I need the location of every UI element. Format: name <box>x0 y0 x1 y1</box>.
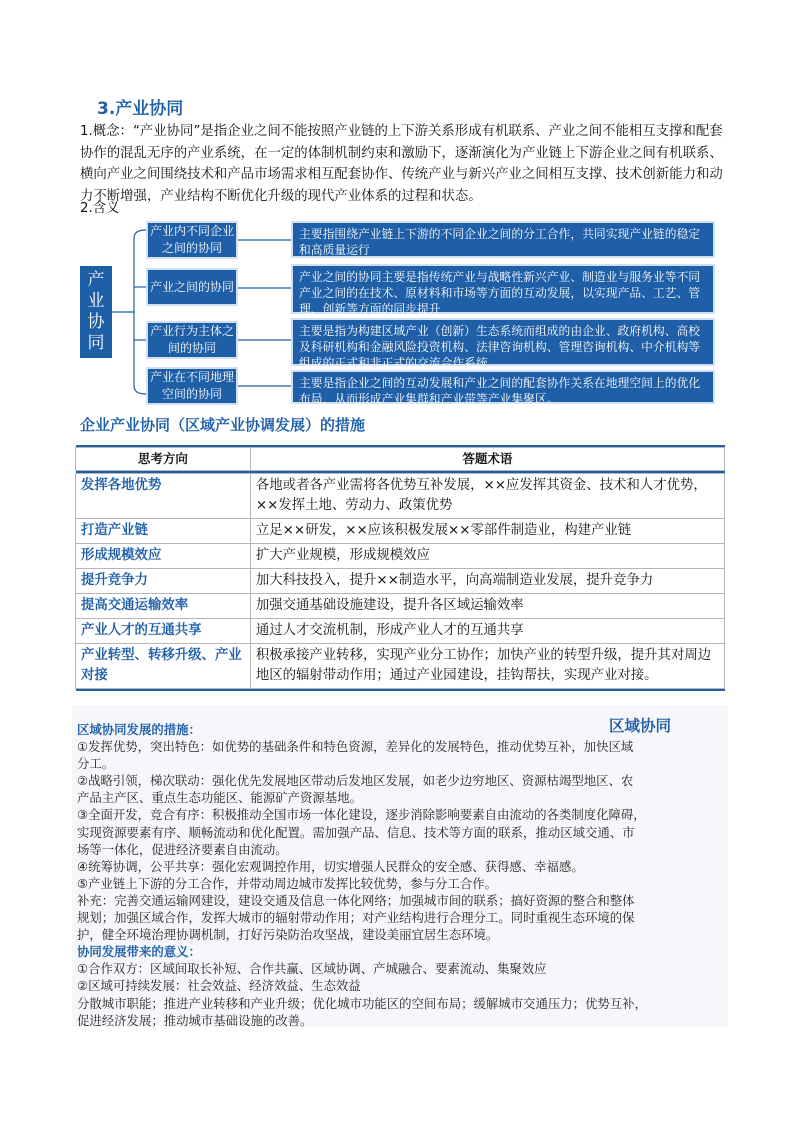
region-text <box>77 721 725 1029</box>
branch-label-2-text: 产业之间的协同 <box>149 279 234 294</box>
row-direction: 发挥各地优势 <box>76 474 251 519</box>
region-line: 产品主产区、重点生态功能区、能源矿产资源基地。 <box>77 790 362 806</box>
branch-label-4 <box>146 367 238 405</box>
table-row <box>76 544 725 569</box>
region-line: 分散城市职能；推进产业转移和产业升级；优化城市功能区的空间布局；缓解城市交通压力；优势互补， <box>77 995 647 1011</box>
region-line: 场等一体化，促进经济要素自由流动。 <box>77 841 288 857</box>
region-line: 补充：完善交通运输网建设，建设交通及信息一体化网络；加强城市间的联系；搞好资源的整合和整体 <box>77 892 635 908</box>
header-terms: 答题术语 <box>250 448 724 471</box>
region-line: 促进经济发展；推动城市基础设施的改善。 <box>77 1012 313 1028</box>
branch-desc-4: 主要是指企业之间的互动发展和产业之间的配套协作关系在地理空间上的优化布局，从而形成产业集群和产业带等产业集聚区。 <box>291 370 715 404</box>
row-direction: 提高交通运输效率 <box>76 594 251 619</box>
table-row <box>76 519 725 544</box>
branch-desc-2: 产业之间的协同主要是指传统产业与战略性新兴产业、制造业与服务业等不同产业之间的在技术、原材料和市场等方面的互动发展，以实现产品、工艺、管理、创新等方面的同步提升 <box>291 264 715 314</box>
region-line: 护，健全环境治理协调机制，打好污染防治攻坚战，建设美丽宜居生态环境。 <box>77 927 499 943</box>
row-terms: 扩大产业规模，形成规模效应 <box>250 544 724 569</box>
branch-label-2 <box>146 268 238 306</box>
branch-desc-3: 主要是指为构建区域产业（创新）生态系统而组成的由企业、政府机构、高校及科研机构和金融风险投资机构、法律咨询机构、管理咨询机构、中介机构等组成的正式和非正式的交流合作系统 <box>291 318 715 366</box>
row-direction: 产业转型、转移升级、产业对接 <box>76 644 251 689</box>
region-line: ⑤产业链上下游的分工合作，并带动周边城市发挥比较优势，参与分工合作。 <box>77 875 497 891</box>
table-row <box>76 619 725 644</box>
row-direction: 打造产业链 <box>76 519 251 544</box>
row-terms: 立足××研发，××应该积极发展××零部件制造业，构建产业链 <box>250 519 724 544</box>
row-terms: 加强交通基础设施建设，提升各区域运输效率 <box>250 594 724 619</box>
branch-label-1-text: 产业内不同企业之间的协同 <box>149 224 234 255</box>
branch-curve-1 <box>134 230 146 238</box>
region-line: ③全面开发，竞合有序：积极推动全国市场一体化建设，逐步消除影响要素自由流动的各类制度化障碍， <box>77 807 646 823</box>
diagram-root <box>80 266 112 358</box>
header-direction: 思考方向 <box>76 448 251 471</box>
branch-label-3 <box>146 321 238 359</box>
table-row <box>76 569 725 594</box>
row-direction: 产业人才的互通共享 <box>76 619 251 644</box>
branch-label-4-text: 产业在不同地理空间的协同 <box>149 370 234 401</box>
row-terms: 各地或者各产业需将各优势互补发展，××应发挥其资金、技术和人才优势，××发挥土地、劳动力、政策优势 <box>250 474 724 519</box>
row-terms: 加大科技投入，提升××制造水平，向高端制造业发展，提升竞争力 <box>250 569 724 594</box>
branch-curve-4 <box>134 386 146 394</box>
region-line: 分工。 <box>77 756 115 772</box>
concept-paragraph: 1.概念：“产业协同”是指企业之间不能按照产业链的上下游关系形成有机联系、产业之间不能相互支撑和配套协作的混乱无序的产业系统，在一定的体制机制约束和激励下，逐渐演化为产业链上下游企业之间有机联系、横向产业之间围绕技术和产品市场需求相互配套协作、传统产业与新兴产业之间相互支撑、技术创新能力和动力不断增强，产业结构不断优化升级的现代产业体系的过程和状态。 <box>80 124 723 204</box>
region-meaning-heading: 协同发展带来的意义： <box>77 944 201 960</box>
region-line: 规划；加强区域合作，发挥大城市的辐射带动作用；对产业结构进行合理分工。同时重视生态环境的保 <box>77 910 635 926</box>
region-line: ④统筹协调，公平共享：强化宏观调控作用，切实增强人民群众的安全感、获得感、幸福感。 <box>77 858 584 874</box>
region-line: ①发挥优势，突出特色：如优势的基础条件和特色资源，差异化的发展特色，推动优势互补，加快区域 <box>77 739 634 755</box>
region-title: 区域协同 <box>609 717 672 735</box>
diagram-root-label: 产业协同 <box>87 270 105 353</box>
section-heading: 3.产业协同 <box>97 99 184 119</box>
region-line: ②战略引领，梯次联动：强化优先发展地区带动后发地区发展，如老少边穷地区、资源枯竭型地区、农 <box>77 773 634 789</box>
row-direction: 形成规模效应 <box>76 544 251 569</box>
meaning-label: 2.含义 <box>80 201 120 216</box>
row-direction: 提升竞争力 <box>76 569 251 594</box>
concept-diagram <box>80 220 730 406</box>
row-terms: 通过人才交流机制，形成产业人才的互通共享 <box>250 619 724 644</box>
region-line: ①合作双方：区域间取长补短、合作共赢、区域协调、产城融合、要素流动、集聚效应 <box>77 961 547 977</box>
region-line: ②区域可持续发展：社会效益、经济效益、生态效益 <box>77 978 361 994</box>
measures-table <box>75 445 725 691</box>
region-line: 实现资源要素有序、顺畅流动和优化配置。需加强产品、信息、技术等方面的联系，推动区域交通、市 <box>77 824 635 840</box>
measures-heading: 企业产业协同（区域产业协调发展）的措施 <box>80 416 366 434</box>
table-row <box>76 644 725 689</box>
table-row <box>76 594 725 619</box>
branch-label-3-text: 产业行为主体之间的协同 <box>149 324 234 355</box>
branch-desc-1: 主要指围绕产业链上下游的不同企业之间的分工合作，共同实现产业链的稳定和高质量运行 <box>291 221 715 258</box>
branch-label-1 <box>146 221 238 259</box>
table-bottom-rule <box>76 689 725 692</box>
table-header-row <box>76 448 725 471</box>
table-row <box>76 474 725 519</box>
row-terms: 积极承接产业转移，实现产业分工协作；加快产业的转型升级，提升其对周边地区的辐射带动作用；通过产业园建设，挂钩帮扶，实现产业对接。 <box>250 644 724 689</box>
region-measures-heading: 区域协同发展的措施： <box>77 722 201 737</box>
